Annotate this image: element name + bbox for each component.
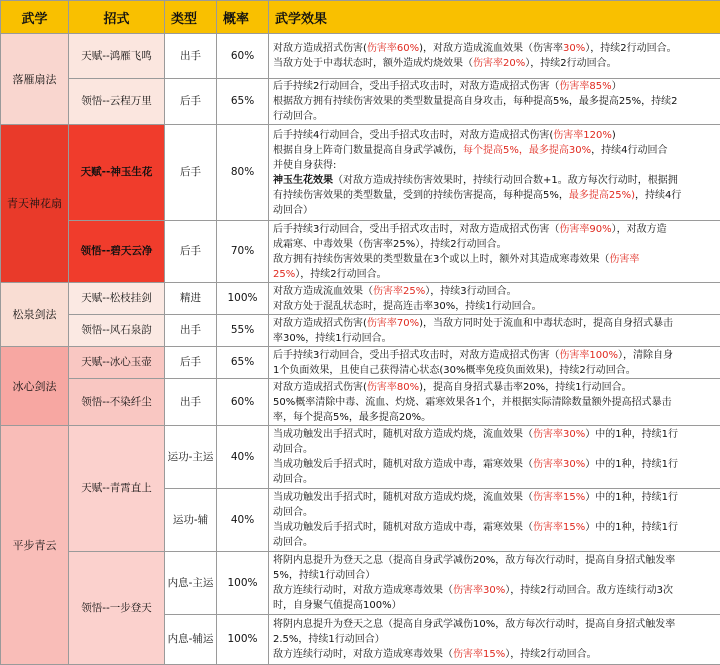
school-name-songquan: 松泉剑法 bbox=[1, 283, 69, 347]
move-effect: 后手持续3行动回合，受出手招式攻击时，对敌方造成招式伤害（伤害率100%），清除自身 1个负面效果，且使自己获得清心状态(30%概率免疫负面效果)，持续2行动回合。 bbox=[269, 347, 720, 379]
move-name: 领悟--云程万里 bbox=[69, 79, 165, 125]
move-prob: 60% bbox=[217, 34, 269, 79]
school-name-pingbu: 平步青云 bbox=[1, 426, 69, 665]
header-row bbox=[1, 1, 720, 34]
table-row bbox=[1, 552, 720, 615]
move-name: 领悟--不染纤尘 bbox=[69, 379, 165, 426]
move-prob: 70% bbox=[217, 221, 269, 283]
move-type: 后手 bbox=[165, 79, 217, 125]
move-effect: 将阴内息提升为登天之息（提高自身武学减伤10%，敌方每次行动时，提高自身招式触发率 2.5%，持续1行动回合） 敌方连续行动时，对敌方造成寒毒效果（伤害率15%），持续2行动回合。 bbox=[269, 615, 720, 665]
header-effect: 武学效果 bbox=[269, 1, 720, 34]
school-name-qingtian: 青天神花扇 bbox=[1, 125, 69, 283]
move-type: 内息-主运 bbox=[165, 552, 217, 615]
move-effect: 后手持续3行动回合，受出手招式攻击时，对敌方造成招式伤害（伤害率90%），对敌方造 成霜寒、中毒效果（伤害率25%），持续2行动回合。 敌方拥有持续伤害效果的类型数量在3个或以上时，额外对其造成寒毒效果（伤害率 25%），持续2行动回合。 bbox=[269, 221, 720, 283]
move-name: 领悟--一步登天 bbox=[69, 552, 165, 665]
move-effect: 将阴内息提升为登天之息（提高自身武学减伤20%，敌方每次行动时，提高自身招式触发率 5%，持续1行动回合） 敌方连续行动时，对敌方造成寒毒效果（伤害率30%），持续2行动回合。敌方连续行动3次 时，自身聚气值提高100%） bbox=[269, 552, 720, 615]
move-type: 出手 bbox=[165, 379, 217, 426]
move-effect: 对敌方造成招式伤害(伤害率80%)，提高自身招式暴击率20%，持续1行动回合。 50%概率清除中毒、流血、灼烧、霜寒效果各1个，并根据实际清除数量额外提高招式暴击 率，每个提高5%，最多提高20%。 bbox=[269, 379, 720, 426]
table-row bbox=[1, 347, 720, 379]
table-row bbox=[1, 125, 720, 221]
move-effect: 对敌方造成流血效果（伤害率25%），持续3行动回合。 对敌方处于混乱状态时，提高连击率30%，持续1行动回合。 bbox=[269, 283, 720, 315]
table-row bbox=[1, 221, 720, 283]
move-type: 精进 bbox=[165, 283, 217, 315]
move-effect: 对敌方造成招式伤害(伤害率60%)，对敌方造成流血效果（伤害率30%），持续2行动回合。 当敌方处于中毒状态时，额外造成灼烧效果（伤害率20%），持续2行动回合。 bbox=[269, 34, 720, 79]
move-prob: 60% bbox=[217, 379, 269, 426]
move-effect: 当成功触发出手招式时，随机对敌方造成灼烧，流血效果（伤害率15%）中的1种，持续1行 动回合。 当成功触发后手招式时，随机对敌方造成中毒，霜寒效果（伤害率15%）中的1种，持续1行 动回合。 bbox=[269, 489, 720, 552]
move-type: 运功-主运 bbox=[165, 426, 217, 489]
move-type: 出手 bbox=[165, 315, 217, 347]
move-prob: 65% bbox=[217, 79, 269, 125]
move-type: 后手 bbox=[165, 221, 217, 283]
move-effect: 当成功触发出手招式时，随机对敌方造成灼烧，流血效果（伤害率30%）中的1种，持续1行 动回合。 当成功触发后手招式时，随机对敌方造成中毒，霜寒效果（伤害率30%）中的1种，持续1行 动回合。 bbox=[269, 426, 720, 489]
table-row bbox=[1, 283, 720, 315]
move-effect: 后手持续4行动回合，受出手招式攻击时，对敌方造成招式伤害(伤害率120%) 根据自身上阵奇门数量提高自身武学减伤，每个提高5%，最多提高30%，持续4行动回合 并使自身获得: 神玉生花效果（对敌方造成持续伤害效果时，持续行动回合数+1。敌方每次行动时，根据拥 有持续伤害效果的类型数量，受到的持续伤害提高，每种提高5%，最多提高25%)，持续4行 动回合） bbox=[269, 125, 720, 221]
move-name: 领悟--碧天云净 bbox=[69, 221, 165, 283]
move-name: 领悟--风石泉韵 bbox=[69, 315, 165, 347]
table-row bbox=[1, 379, 720, 426]
header-move: 招式 bbox=[69, 1, 165, 34]
move-name: 天赋--松枝挂剑 bbox=[69, 283, 165, 315]
move-type: 后手 bbox=[165, 125, 217, 221]
school-name-luoyan: 落雁扇法 bbox=[1, 34, 69, 125]
move-name: 天赋--神玉生花 bbox=[69, 125, 165, 221]
move-prob: 100% bbox=[217, 283, 269, 315]
move-name: 天赋--青霄直上 bbox=[69, 426, 165, 552]
move-effect: 对敌方造成招式伤害(伤害率70%)，当敌方同时处于流血和中毒状态时，提高自身招式暴击 率30%，持续1行动回合。 bbox=[269, 315, 720, 347]
move-effect: 后手持续2行动回合，受出手招式攻击时，对敌方造成招式伤害（伤害率85%） 根据敌方拥有持续伤害效果的类型数量提高自身攻击，每种提高5%，最多提高25%，持续2 行动回合。 bbox=[269, 79, 720, 125]
move-prob: 40% bbox=[217, 426, 269, 489]
school-name-bingxin: 冰心剑法 bbox=[1, 347, 69, 426]
header-type: 类型 bbox=[165, 1, 217, 34]
move-prob: 100% bbox=[217, 552, 269, 615]
table-row bbox=[1, 426, 720, 489]
move-type: 后手 bbox=[165, 347, 217, 379]
table-row bbox=[1, 315, 720, 347]
header-prob: 概率 bbox=[217, 1, 269, 34]
move-name: 天赋--冰心玉壶 bbox=[69, 347, 165, 379]
move-prob: 40% bbox=[217, 489, 269, 552]
move-prob: 80% bbox=[217, 125, 269, 221]
move-type: 出手 bbox=[165, 34, 217, 79]
move-prob: 100% bbox=[217, 615, 269, 665]
move-prob: 55% bbox=[217, 315, 269, 347]
move-name: 天赋--鸿雁飞鸣 bbox=[69, 34, 165, 79]
table-row bbox=[1, 79, 720, 125]
move-prob: 65% bbox=[217, 347, 269, 379]
move-type: 运功-辅 bbox=[165, 489, 217, 552]
header-school: 武学 bbox=[1, 1, 69, 34]
move-type: 内息-辅运 bbox=[165, 615, 217, 665]
table-row bbox=[1, 34, 720, 79]
